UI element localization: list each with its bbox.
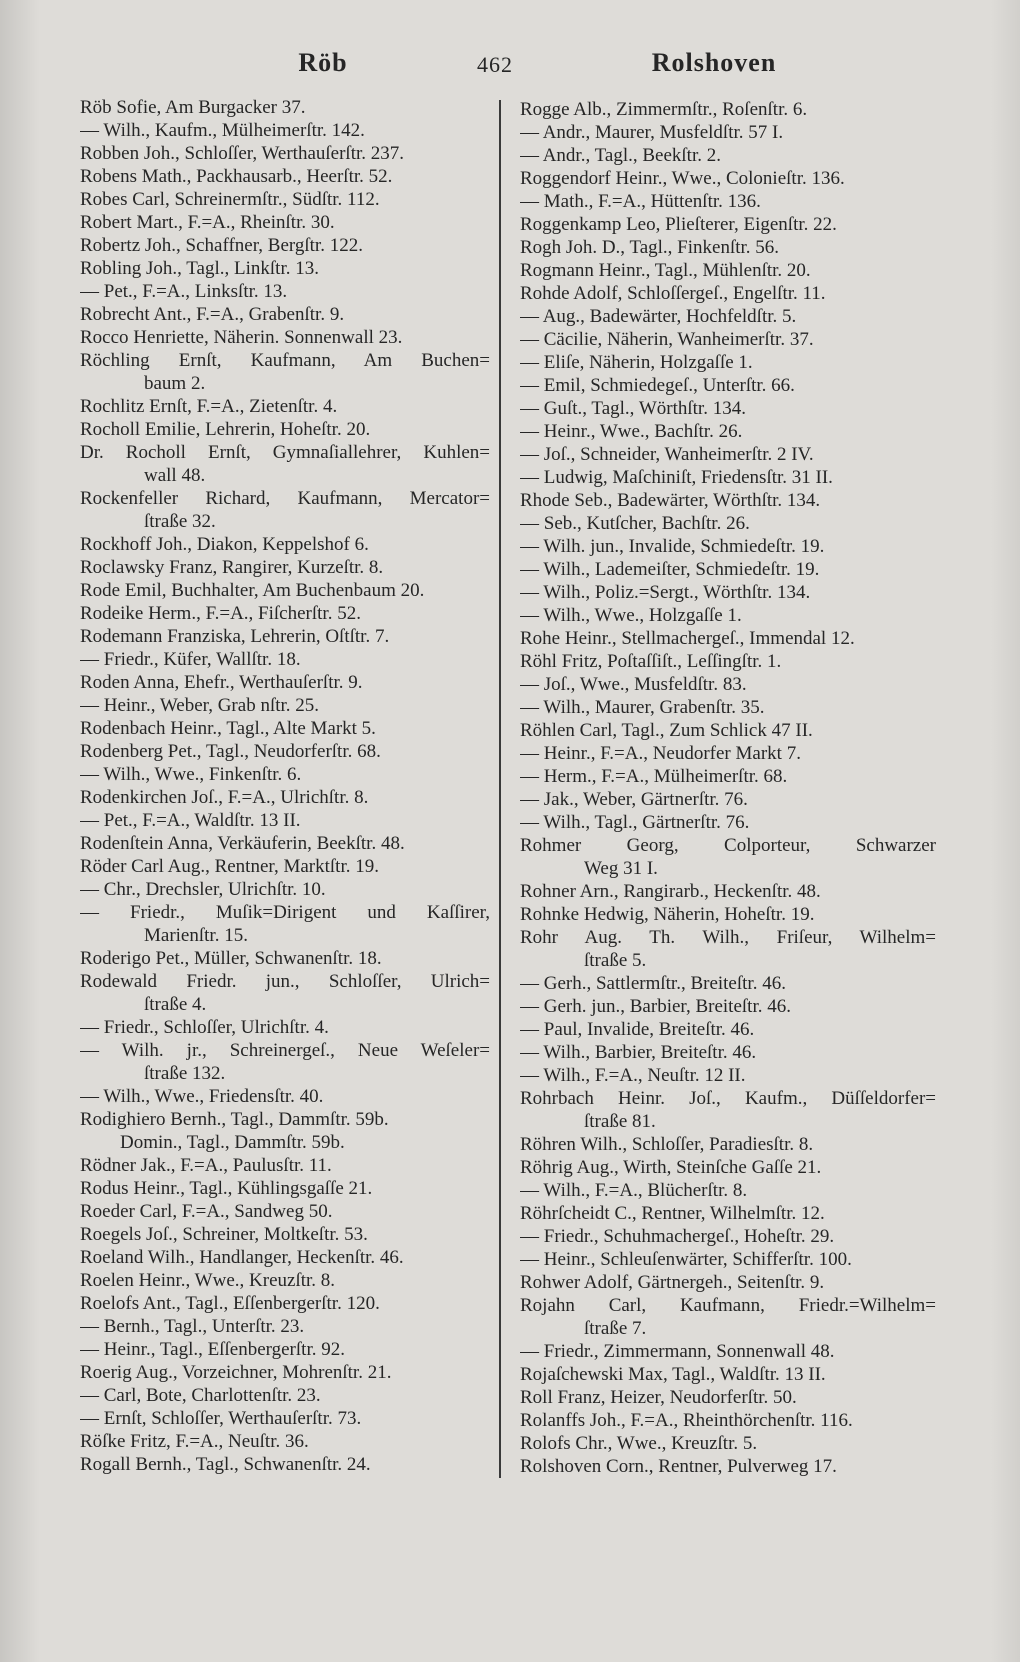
directory-entry: [520, 604, 936, 627]
entry-line: Rohe Heinr., Stellmachergeſ., Immendal 12.: [520, 628, 855, 649]
directory-entry: [80, 1016, 490, 1039]
entry-line: — Wilh., Barbier, Breiteſtr. 46.: [520, 1042, 757, 1063]
entry-line: — Wilh., Tagl., Gärtnerſtr. 76.: [520, 812, 750, 833]
entry-line: Rohner Arn., Rangirarb., Heckenſtr. 48.: [520, 881, 821, 902]
entry-line: Röchling Ernſt, Kaufmann, Am Buchen=: [80, 350, 490, 371]
directory-entry: [520, 259, 936, 282]
entry-continuation-line: ſtraße 132.: [144, 1063, 226, 1084]
directory-entry: [520, 167, 936, 190]
directory-entry: [80, 1154, 490, 1177]
directory-entry: [80, 648, 490, 671]
entry-line: — Guſt., Tagl., Wörthſtr. 134.: [520, 398, 746, 419]
directory-entry: [80, 602, 490, 625]
entry-line: Rodighiero Bernh., Tagl., Dammſtr. 59b.: [80, 1109, 389, 1130]
entry-line: Roelen Heinr., Wwe., Kreuzſtr. 8.: [80, 1270, 336, 1291]
entry-line: Rohde Adolf, Schloſſergeſ., Engelſtr. 11.: [520, 283, 826, 304]
directory-entry: [520, 1363, 936, 1386]
entry-line: Rochlitz Ernſt, F.=A., Zietenſtr. 4.: [80, 396, 338, 417]
entry-line: Röhrig Aug., Wirth, Steinſche Gaſſe 21.: [520, 1157, 822, 1178]
directory-entry: [80, 1315, 490, 1338]
entry-line: — Friedr., Muſik=Dirigent und Kaſſirer,: [80, 902, 490, 923]
directory-entry: [520, 903, 936, 926]
directory-entry: [520, 489, 936, 512]
directory-entry: [80, 855, 490, 878]
directory-entry: [80, 1223, 490, 1246]
entry-line: — Gerh., Sattlermſtr., Breiteſtr. 46.: [520, 973, 786, 994]
entry-line: Roderigo Pet., Müller, Schwanenſtr. 18.: [80, 948, 382, 969]
entry-line: Robrecht Ant., F.=A., Grabenſtr. 9.: [80, 304, 345, 325]
entry-line: Rode Emil, Buchhalter, Am Buchenbaum 20.: [80, 580, 425, 601]
directory-entry: [520, 880, 936, 903]
directory-entry: [80, 487, 490, 533]
entry-line: — Friedr., Schloſſer, Ulrichſtr. 4.: [80, 1017, 329, 1038]
entry-line: — Wilh. jr., Schreinergeſ., Neue Weſeler=: [80, 1040, 490, 1061]
entry-line: Roelofs Ant., Tagl., Eſſenbergerſtr. 120.: [80, 1293, 380, 1314]
entry-line: Rockenfeller Richard, Kaufmann, Mercator=: [80, 488, 490, 509]
directory-entry: [520, 1018, 936, 1041]
directory-entry: [520, 282, 936, 305]
directory-entry: [80, 740, 490, 763]
entry-line: — Wilh., Lademeiſter, Schmiedeſtr. 19.: [520, 559, 820, 580]
directory-entry: [80, 556, 490, 579]
directory-entry: [80, 1269, 490, 1292]
directory-entry: [520, 972, 936, 995]
directory-entry: [80, 326, 490, 349]
entry-line: Robens Math., Packhausarb., Heerſtr. 52.: [80, 166, 393, 187]
directory-entry: [80, 395, 490, 418]
directory-entry: [520, 788, 936, 811]
directory-entry: [80, 188, 490, 211]
entry-line: Dr. Rocholl Ernſt, Gymnaſiallehrer, Kuhlen=: [80, 442, 490, 463]
directory-entry: [520, 236, 936, 259]
entry-line: — Andr., Tagl., Beekſtr. 2.: [520, 145, 721, 166]
directory-entry: [520, 1294, 936, 1340]
entry-line: Rocholl Emilie, Lehrerin, Hoheſtr. 20.: [80, 419, 371, 440]
directory-entry: [80, 1131, 490, 1154]
entry-line: Robben Joh., Schloſſer, Werthauſerſtr. 237.: [80, 143, 405, 164]
directory-entry: [520, 466, 936, 489]
entry-line: Rojaſchewski Max, Tagl., Waldſtr. 13 II.: [520, 1364, 826, 1385]
entry-line: Rohnke Hedwig, Näherin, Hoheſtr. 19.: [520, 904, 815, 925]
entry-line: Rodenkirchen Joſ., F.=A., Ulrichſtr. 8.: [80, 787, 369, 808]
directory-entry: [80, 1246, 490, 1269]
entry-line: Roclawsky Franz, Rangirer, Kurzeſtr. 8.: [80, 557, 384, 578]
entry-line: — Carl, Bote, Charlottenſtr. 23.: [80, 1385, 321, 1406]
entry-line: Roden Anna, Ehefr., Werthauſerſtr. 9.: [80, 672, 363, 693]
directory-entry: [80, 717, 490, 740]
directory-entry: [520, 351, 936, 374]
column-divider: [499, 100, 501, 1478]
directory-entry: [80, 763, 490, 786]
entry-line: Röder Carl Aug., Rentner, Marktſtr. 19.: [80, 856, 379, 877]
entry-continuation-line: ſtraße 5.: [584, 950, 647, 971]
entry-continuation-line: Marienſtr. 15.: [144, 925, 248, 946]
entry-line: Rodemann Franziska, Lehrerin, Oſtſtr. 7.: [80, 626, 390, 647]
entry-line: Rolofs Chr., Wwe., Kreuzſtr. 5.: [520, 1433, 758, 1454]
entry-line: Robes Carl, Schreinermſtr., Südſtr. 112.: [80, 189, 380, 210]
directory-entry: [520, 190, 936, 213]
entry-line: Röhlen Carl, Tagl., Zum Schlick 47 II.: [520, 720, 813, 741]
directory-entry: [520, 1133, 936, 1156]
entry-continuation-line: Weg 31 I.: [584, 858, 658, 879]
directory-entry: [80, 901, 490, 947]
entry-line: — Cäcilie, Näherin, Wanheimerſtr. 37.: [520, 329, 814, 350]
entry-line: Rogmann Heinr., Tagl., Mühlenſtr. 20.: [520, 260, 811, 281]
entry-line: Rolanffs Joh., F.=A., Rheinthörchenſtr. 116.: [520, 1410, 853, 1431]
entry-line: — Wilh., Wwe., Finkenſtr. 6.: [80, 764, 302, 785]
directory-entry: [520, 719, 936, 742]
directory-entry: [520, 144, 936, 167]
directory-entry: [520, 1409, 936, 1432]
entry-line: Roggenkamp Leo, Plieſterer, Eigenſtr. 22.: [520, 214, 837, 235]
entry-line: — Friedr., Zimmermann, Sonnenwall 48.: [520, 1341, 835, 1362]
entry-line: Röhren Wilh., Schloſſer, Paradiesſtr. 8.: [520, 1134, 814, 1155]
page-number: 462: [477, 52, 513, 77]
entry-line: Rocco Henriette, Näherin. Sonnenwall 23.: [80, 327, 403, 348]
entry-line: — Pet., F.=A., Linksſtr. 13.: [80, 281, 288, 302]
entry-line: — Herm., F.=A., Mülheimerſtr. 68.: [520, 766, 788, 787]
directory-entry: [80, 257, 490, 280]
entry-continuation-line: ſtraße 81.: [584, 1111, 656, 1132]
entry-line: — Ernſt, Schloſſer, Werthauſerſtr. 73.: [80, 1408, 362, 1429]
directory-entry: [520, 374, 936, 397]
directory-entry: [80, 947, 490, 970]
entry-line: — Wilh., Wwe., Friedensſtr. 40.: [80, 1086, 324, 1107]
directory-entry: [520, 558, 936, 581]
directory-entry: [80, 303, 490, 326]
entry-line: Domin., Tagl., Dammſtr. 59b.: [120, 1132, 345, 1153]
directory-entry: [80, 441, 490, 487]
entry-line: Rodenberg Pet., Tagl., Neudorferſtr. 68.: [80, 741, 381, 762]
directory-entry: [80, 349, 490, 395]
entry-line: — Wilh., Maurer, Grabenſtr. 35.: [520, 697, 765, 718]
entry-line: Roll Franz, Heizer, Neudorferſtr. 50.: [520, 1387, 797, 1408]
directory-entry: [520, 213, 936, 236]
entry-line: Rödner Jak., F.=A., Paulusſtr. 11.: [80, 1155, 332, 1176]
directory-entry: [520, 1340, 936, 1363]
running-head-left: Röb: [298, 48, 348, 77]
entry-line: — Wilh., Kaufm., Mülheimerſtr. 142.: [80, 120, 365, 141]
entry-line: Rohr Aug. Th. Wilh., Friſeur, Wilhelm=: [520, 927, 936, 948]
entry-line: Robling Joh., Tagl., Linkſtr. 13.: [80, 258, 319, 279]
entry-line: — Gerh. jun., Barbier, Breiteſtr. 46.: [520, 996, 791, 1017]
directory-entry: [520, 834, 936, 880]
directory-entry: [520, 765, 936, 788]
directory-entry: [520, 811, 936, 834]
directory-entry: [80, 579, 490, 602]
directory-entry: [80, 1453, 490, 1476]
directory-entry: [80, 418, 490, 441]
directory-entry: [80, 119, 490, 142]
directory-entry: [80, 165, 490, 188]
directory-entry: [80, 1108, 490, 1131]
directory-entry: [520, 1248, 936, 1271]
entry-line: — Heinr., Wwe., Bachſtr. 26.: [520, 421, 743, 442]
directory-entry: [80, 786, 490, 809]
entry-line: Rodus Heinr., Tagl., Kühlingsgaſſe 21.: [80, 1178, 373, 1199]
directory-entry: [80, 694, 490, 717]
directory-entry: [80, 96, 490, 119]
entry-line: — Paul, Invalide, Breiteſtr. 46.: [520, 1019, 755, 1040]
directory-entry: [80, 625, 490, 648]
entry-line: — Ludwig, Maſchiniſt, Friedensſtr. 31 II.: [520, 467, 833, 488]
directory-entry: [520, 995, 936, 1018]
entry-line: — Bernh., Tagl., Unterſtr. 23.: [80, 1316, 305, 1337]
directory-entry: [520, 98, 936, 121]
directory-entry: [520, 1386, 936, 1409]
directory-entry: [520, 305, 936, 328]
entry-line: Rogge Alb., Zimmermſtr., Roſenſtr. 6.: [520, 99, 808, 120]
directory-entry: [520, 1087, 936, 1133]
directory-entry: [80, 809, 490, 832]
entry-line: Röhrſcheidt C., Rentner, Wilhelmſtr. 12.: [520, 1203, 825, 1224]
directory-entry: [520, 673, 936, 696]
directory-entry: [520, 328, 936, 351]
entry-line: Rohwer Adolf, Gärtnergeh., Seitenſtr. 9.: [520, 1272, 825, 1293]
directory-entry: [520, 1179, 936, 1202]
directory-entry: [80, 142, 490, 165]
directory-entry: [80, 970, 490, 1016]
entry-line: Rogall Bernh., Tagl., Schwanenſtr. 24.: [80, 1454, 371, 1475]
directory-entry: [520, 926, 936, 972]
entry-line: — Wilh., F.=A., Blücherſtr. 8.: [520, 1180, 748, 1201]
directory-entry: [80, 280, 490, 303]
directory-entry: [80, 1361, 490, 1384]
directory-entry: [80, 211, 490, 234]
entry-line: Röb Sofie, Am Burgacker 37.: [80, 97, 306, 118]
entry-line: Rodeike Herm., F.=A., Fiſcherſtr. 52.: [80, 603, 361, 624]
entry-line: — Joſ., Schneider, Wanheimerſtr. 2 IV.: [520, 444, 814, 465]
directory-entry: [520, 1455, 936, 1478]
entry-line: Rodenſtein Anna, Verkäuferin, Beekſtr. 48.: [80, 833, 405, 854]
entry-line: Robert Mart., F.=A., Rheinſtr. 30.: [80, 212, 335, 233]
directory-entry: [80, 1039, 490, 1085]
entry-continuation-line: wall 48.: [144, 465, 206, 486]
directory-entry: [80, 1292, 490, 1315]
entry-line: Rohmer Georg, Colporteur, Schwarzer: [520, 835, 936, 856]
directory-entry: [520, 696, 936, 719]
entry-continuation-line: ſtraße 7.: [584, 1318, 647, 1339]
directory-entry: [520, 121, 936, 144]
entry-line: — Wilh. jun., Invalide, Schmiedeſtr. 19.: [520, 536, 825, 557]
directory-entry: [520, 742, 936, 765]
directory-entry: [520, 1041, 936, 1064]
entry-line: — Chr., Drechsler, Ulrichſtr. 10.: [80, 879, 326, 900]
running-head-right: Rolshoven: [651, 48, 777, 77]
entry-line: — Math., F.=A., Hüttenſtr. 136.: [520, 191, 761, 212]
entry-line: — Jak., Weber, Gärtnerſtr. 76.: [520, 789, 748, 810]
directory-entry: [80, 1338, 490, 1361]
directory-entry: [80, 533, 490, 556]
directory-entry: [80, 234, 490, 257]
entry-line: Roggendorf Heinr., Wwe., Colonieſtr. 136.: [520, 168, 845, 189]
directory-entry: [520, 1225, 936, 1248]
entry-line: Rodenbach Heinr., Tagl., Alte Markt 5.: [80, 718, 376, 739]
entry-line: — Heinr., F.=A., Neudorfer Markt 7.: [520, 743, 801, 764]
entry-line: Röhl Fritz, Poſtaſſiſt., Leſſingſtr. 1.: [520, 651, 782, 672]
directory-entry: [520, 512, 936, 535]
entry-line: — Wilh., Wwe., Holzgaſſe 1.: [520, 605, 742, 626]
entry-line: Rohrbach Heinr. Joſ., Kaufm., Düſſeldorfer=: [520, 1088, 936, 1109]
entry-line: Röſke Fritz, F.=A., Neuſtr. 36.: [80, 1431, 309, 1452]
directory-entry: [520, 1271, 936, 1294]
directory-entry: [520, 627, 936, 650]
directory-entry: [520, 650, 936, 673]
entry-line: Roerig Aug., Vorzeichner, Mohrenſtr. 21.: [80, 1362, 392, 1383]
entry-line: — Wilh., Poliz.=Sergt., Wörthſtr. 134.: [520, 582, 811, 603]
directory-entry: [80, 878, 490, 901]
directory-entry: [520, 420, 936, 443]
entry-line: — Heinr., Weber, Grab nſtr. 25.: [80, 695, 320, 716]
directory-entry: [520, 1202, 936, 1225]
entry-line: — Friedr., Schuhmachergeſ., Hoheſtr. 29.: [520, 1226, 835, 1247]
entry-line: Robertz Joh., Schaffner, Bergſtr. 122.: [80, 235, 363, 256]
entry-line: — Joſ., Wwe., Musfeldſtr. 83.: [520, 674, 747, 695]
left-column: [80, 96, 490, 1476]
directory-entry: [520, 1156, 936, 1179]
directory-entry: [80, 1384, 490, 1407]
directory-entry: [520, 581, 936, 604]
directory-entry: [80, 1177, 490, 1200]
entry-continuation-line: ſtraße 32.: [144, 511, 216, 532]
entry-line: Rolshoven Corn., Rentner, Pulverweg 17.: [520, 1456, 837, 1477]
entry-line: Rojahn Carl, Kaufmann, Friedr.=Wilhelm=: [520, 1295, 936, 1316]
entry-line: — Seb., Kutſcher, Bachſtr. 26.: [520, 513, 750, 534]
directory-entry: [520, 397, 936, 420]
entry-line: Roegels Joſ., Schreiner, Moltkeſtr. 53.: [80, 1224, 368, 1245]
directory-entry: [520, 535, 936, 558]
directory-entry: [80, 832, 490, 855]
entry-line: Rogh Joh. D., Tagl., Finkenſtr. 56.: [520, 237, 780, 258]
directory-entry: [520, 1432, 936, 1455]
entry-line: — Andr., Maurer, Musfeldſtr. 57 I.: [520, 122, 784, 143]
entry-line: Rhode Seb., Badewärter, Wörthſtr. 134.: [520, 490, 821, 511]
directory-entry: [80, 1430, 490, 1453]
entry-line: — Heinr., Tagl., Eſſenbergerſtr. 92.: [80, 1339, 345, 1360]
entry-line: — Emil, Schmiedegeſ., Unterſtr. 66.: [520, 375, 795, 396]
entry-line: — Heinr., Schleuſenwärter, Schifferſtr. 100.: [520, 1249, 852, 1270]
entry-line: — Pet., F.=A., Waldſtr. 13 II.: [80, 810, 301, 831]
directory-entry: [520, 1064, 936, 1087]
entry-line: Roeder Carl, F.=A., Sandweg 50.: [80, 1201, 333, 1222]
directory-entry: [80, 1200, 490, 1223]
entry-line: — Friedr., Küfer, Wallſtr. 18.: [80, 649, 301, 670]
entry-line: Roeland Wilh., Handlanger, Heckenſtr. 46.: [80, 1247, 404, 1268]
directory-entry: [80, 671, 490, 694]
entry-line: Rockhoff Joh., Diakon, Keppelshof 6.: [80, 534, 369, 555]
directory-entry: [80, 1085, 490, 1108]
right-column: [520, 98, 936, 1478]
entry-line: — Aug., Badewärter, Hochfeldſtr. 5.: [520, 306, 797, 327]
directory-entry: [80, 1407, 490, 1430]
entry-line: Rodewald Friedr. jun., Schloſſer, Ulrich=: [80, 971, 490, 992]
entry-line: — Wilh., F.=A., Neuſtr. 12 II.: [520, 1065, 746, 1086]
directory-entry: [520, 443, 936, 466]
entry-line: — Eliſe, Näherin, Holzgaſſe 1.: [520, 352, 753, 373]
entry-continuation-line: baum 2.: [144, 373, 206, 394]
entry-continuation-line: ſtraße 4.: [144, 994, 207, 1015]
